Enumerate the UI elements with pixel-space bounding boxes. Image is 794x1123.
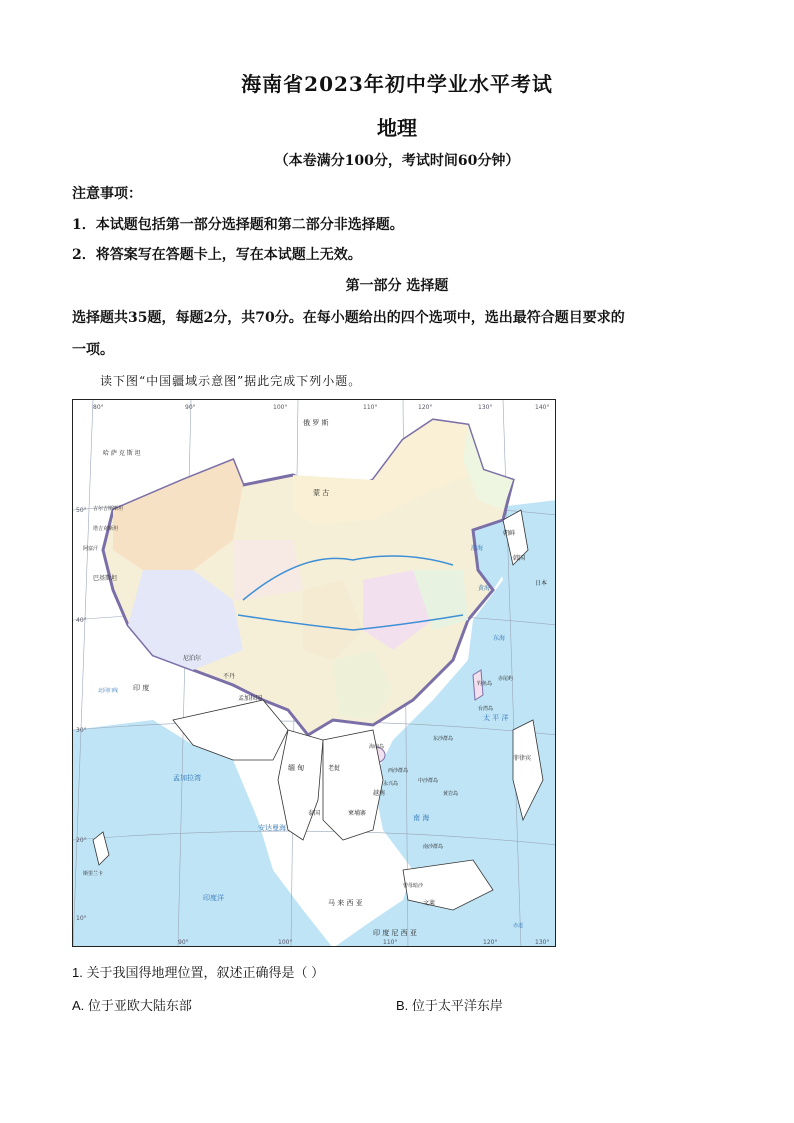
lon-bottom-0: 90° bbox=[178, 939, 189, 946]
lat-left-0: 50° bbox=[76, 507, 87, 514]
label-huangyan: 黄岩岛 bbox=[443, 791, 459, 797]
label-chiwei: 赤尾屿 bbox=[498, 676, 514, 682]
subject-title: 地理 bbox=[377, 116, 417, 140]
lon-top-3: 110° bbox=[363, 404, 378, 411]
label-south-korea: 韩国 bbox=[513, 555, 526, 562]
lon-top-2: 100° bbox=[273, 404, 288, 411]
section-title: 第一部分 选择题 bbox=[345, 278, 449, 294]
label-tropic: 北回归线 bbox=[98, 688, 119, 694]
question-1-option-a[interactable]: A. 位于亚欧大陆东部 bbox=[72, 998, 192, 1013]
exam-note: （本卷满分100分，考试时间60分钟） bbox=[274, 153, 520, 169]
label-hainan: 海南岛 bbox=[369, 744, 385, 750]
label-philippines: 菲律宾 bbox=[513, 755, 532, 762]
label-vietnam: 越南 bbox=[373, 790, 386, 797]
instructions-heading: 注意事项： bbox=[72, 186, 142, 202]
lon-bottom-2: 110° bbox=[383, 939, 398, 946]
label-pakistan: 巴基斯坦 bbox=[93, 575, 118, 582]
label-mongolia: 蒙 古 bbox=[313, 489, 330, 497]
label-pacific-ocean: 太 平 洋 bbox=[483, 714, 509, 722]
label-bangladesh: 孟加拉国 bbox=[238, 695, 263, 702]
label-andaman-sea: 安达曼海 bbox=[258, 824, 286, 832]
exam-title: 海南省2023年初中学业水平考试 bbox=[241, 72, 553, 96]
label-indonesia: 印 度 尼 西 亚 bbox=[373, 929, 417, 937]
label-russia: 俄 罗 斯 bbox=[303, 419, 329, 427]
label-east-china-sea: 东海 bbox=[493, 635, 506, 642]
label-xisha: 西沙群岛 bbox=[388, 768, 409, 774]
lon-top-1: 90° bbox=[185, 404, 196, 411]
label-dongsha: 东沙群岛 bbox=[433, 736, 454, 742]
instruction-item-1: 1．本试题包括第一部分选择题和第二部分非选择题。 bbox=[72, 217, 404, 233]
label-malaysia: 马 来 西 亚 bbox=[328, 899, 363, 907]
label-taiwan: 台湾岛 bbox=[478, 706, 494, 712]
label-bohai: 渤海 bbox=[471, 545, 484, 552]
label-yongxing: 永兴岛 bbox=[383, 781, 399, 787]
label-kyrgyzstan: 吉尔吉斯斯坦 bbox=[93, 506, 124, 512]
label-kazakhstan: 哈 萨 克 斯 坦 bbox=[103, 450, 141, 457]
china-territory-map bbox=[72, 399, 556, 947]
label-nepal: 尼泊尔 bbox=[183, 655, 202, 662]
lat-left-1: 40° bbox=[76, 617, 87, 624]
lat-left-3: 20° bbox=[76, 837, 87, 844]
label-cambodia: 柬埔寨 bbox=[348, 810, 367, 817]
qinghai-region bbox=[233, 540, 303, 600]
question-1-stem: 1. 关于我国得地理位置，叙述正确得是（ ） bbox=[72, 965, 325, 980]
lon-bottom-3: 120° bbox=[483, 939, 498, 946]
lon-top-4: 120° bbox=[418, 404, 433, 411]
label-zengmu: 曾母暗沙 bbox=[403, 883, 424, 889]
lon-top-0: 80° bbox=[93, 404, 104, 411]
label-diaoyu: 钓鱼岛 bbox=[477, 681, 493, 687]
label-yellow-sea: 黄海 bbox=[478, 585, 491, 592]
section-description-line-1: 选择题共35题，每题2分，共70分。在每小题给出的四个选项中，选出最符合题目要求的 bbox=[72, 310, 625, 326]
label-tajikistan: 塔吉克斯坦 bbox=[93, 526, 119, 532]
label-zhongsha: 中沙群岛 bbox=[418, 778, 439, 784]
map-caption: 读下图“中国疆域示意图”据此完成下列小题。 bbox=[100, 374, 362, 388]
label-south-china-sea: 南 海 bbox=[413, 814, 430, 822]
label-indian-ocean: 印度洋 bbox=[203, 894, 224, 902]
map-canvas bbox=[73, 400, 556, 947]
lon-top-5: 130° bbox=[478, 404, 493, 411]
lon-bottom-1: 100° bbox=[278, 939, 293, 946]
lon-bottom-4: 130° bbox=[535, 939, 550, 946]
label-india: 印 度 bbox=[133, 684, 150, 692]
label-bay-of-bengal: 孟加拉湾 bbox=[173, 774, 201, 782]
label-equator: 赤道 bbox=[513, 923, 524, 929]
label-laos: 老挝 bbox=[328, 765, 341, 772]
lon-top-6: 140° bbox=[535, 404, 550, 411]
label-japan: 日本 bbox=[535, 580, 548, 587]
label-brunei: 文莱 bbox=[423, 900, 436, 907]
label-myanmar: 缅 甸 bbox=[288, 764, 305, 772]
label-thailand: 泰国 bbox=[308, 810, 321, 817]
label-bhutan: 不丹 bbox=[223, 673, 236, 680]
question-1-option-b[interactable]: B. 位于太平洋东岸 bbox=[396, 998, 503, 1013]
label-afghanistan: 阿富汗 bbox=[83, 546, 99, 552]
label-sri-lanka: 斯里兰卡 bbox=[83, 871, 104, 877]
label-north-korea: 朝鲜 bbox=[503, 530, 516, 537]
instruction-item-2: 2．将答案写在答题卡上，写在本试题上无效。 bbox=[72, 247, 362, 263]
lat-left-4: 10° bbox=[76, 915, 87, 922]
lat-left-2: 30° bbox=[76, 727, 87, 734]
section-description-line-2: 一项。 bbox=[72, 342, 114, 358]
label-nansha: 南沙群岛 bbox=[423, 844, 444, 850]
